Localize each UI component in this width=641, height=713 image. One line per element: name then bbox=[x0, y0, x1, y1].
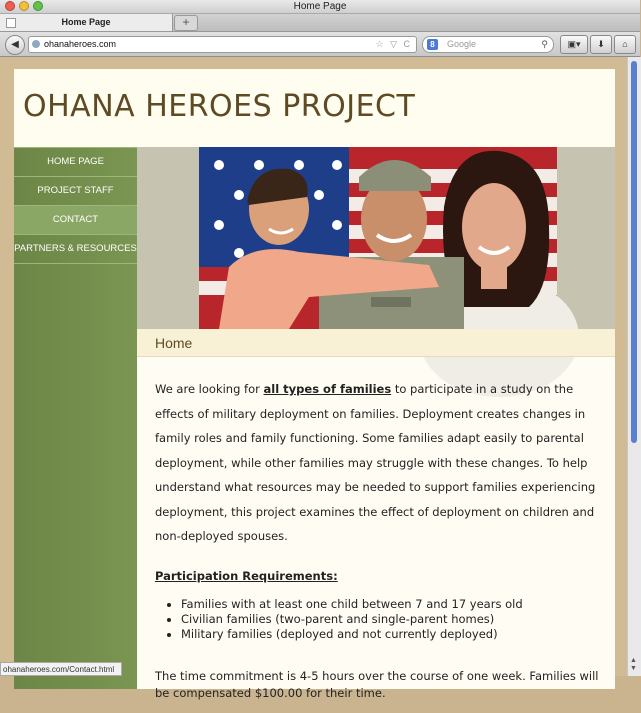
scrollbar-thumb[interactable] bbox=[631, 61, 637, 443]
intro-text-before: We are looking for bbox=[155, 382, 264, 396]
intro-paragraph bbox=[155, 377, 605, 549]
window-controls bbox=[5, 1, 43, 11]
navigation-toolbar bbox=[0, 32, 640, 57]
all-types-of-families-link[interactable]: all types of families bbox=[263, 382, 392, 396]
page-heading: Home bbox=[155, 335, 193, 351]
list-item: • Civilian families (two-parent and single-parent homes) bbox=[181, 612, 605, 627]
page-favicon-icon bbox=[6, 18, 16, 28]
minimize-window-button[interactable] bbox=[19, 1, 29, 11]
list-item: • Families with at least one child between 7 and 17 years old bbox=[181, 597, 605, 612]
sidebar-item-partners-resources[interactable]: PARTNERS & RESOURCES bbox=[14, 235, 137, 264]
magnifier-icon[interactable]: ⚲ bbox=[541, 39, 548, 49]
scroll-arrows-icon[interactable]: ▲ ▼ bbox=[630, 657, 637, 672]
status-bar-link-preview: ohanaheroes.com/Contact.html bbox=[0, 662, 122, 676]
hero-banner bbox=[137, 147, 615, 329]
sidebar-item-project-staff[interactable]: PROJECT STAFF bbox=[14, 177, 137, 206]
sidebar-item-contact[interactable]: CONTACT bbox=[14, 206, 137, 235]
main-content bbox=[155, 369, 605, 713]
back-button[interactable]: ◀ bbox=[5, 35, 25, 55]
sidebar-nav bbox=[14, 147, 137, 689]
bookmarks-menu-button[interactable]: ▣▾ bbox=[560, 35, 588, 54]
participation-requirements-heading: Participation Requirements: bbox=[155, 568, 338, 583]
search-input[interactable] bbox=[422, 36, 554, 53]
window-titlebar bbox=[0, 0, 640, 14]
downloads-icon[interactable]: ⬇ bbox=[590, 35, 612, 54]
family-photo-illustration bbox=[199, 147, 557, 329]
search-engine-icon[interactable]: 8 bbox=[427, 39, 438, 50]
vertical-scrollbar[interactable] bbox=[627, 57, 641, 676]
new-tab-button[interactable]: + bbox=[174, 15, 198, 31]
list-item: • Military families (deployed and not currently deployed) bbox=[181, 627, 605, 642]
home-icon[interactable]: ⌂ bbox=[614, 35, 636, 54]
globe-icon bbox=[32, 40, 40, 48]
zoom-window-button[interactable] bbox=[33, 1, 43, 11]
family-photo bbox=[199, 147, 557, 329]
site-header bbox=[14, 69, 615, 148]
window-title: Home Page bbox=[293, 1, 347, 12]
intro-text-after: to participate in a study on the effects of military deployment on families. Deployment creates changes in family roles and family functioning. Some families adapt easily to parental deployment, while other families may struggle with these changes. To help understand what resources may be needed to support families experiencing deployment, this project examines the effect of deployment on children and non-deployed spouses. bbox=[155, 382, 596, 543]
time-commitment-paragraph: The time commitment is 4-5 hours over the course of one week. Families will be compensated $100.00 for their time. bbox=[155, 668, 599, 700]
site-container bbox=[14, 69, 615, 700]
site-title: OHANA HEROES PROJECT bbox=[23, 89, 416, 124]
tab-bar bbox=[0, 14, 640, 32]
page-heading-bar bbox=[137, 329, 615, 357]
tab-label: Home Page bbox=[61, 17, 111, 27]
bookmark-reload-icons[interactable]: ☆ ▽ C bbox=[375, 39, 412, 49]
address-url[interactable]: ohanaheroes.com bbox=[44, 39, 117, 49]
close-window-button[interactable] bbox=[5, 1, 15, 11]
address-bar[interactable] bbox=[28, 36, 417, 53]
sidebar-item-home-page[interactable]: HOME PAGE bbox=[14, 147, 137, 177]
page-viewport bbox=[0, 57, 627, 700]
search-placeholder: Google bbox=[447, 39, 477, 49]
tab-home-page[interactable] bbox=[0, 14, 173, 31]
requirements-list bbox=[155, 597, 605, 642]
